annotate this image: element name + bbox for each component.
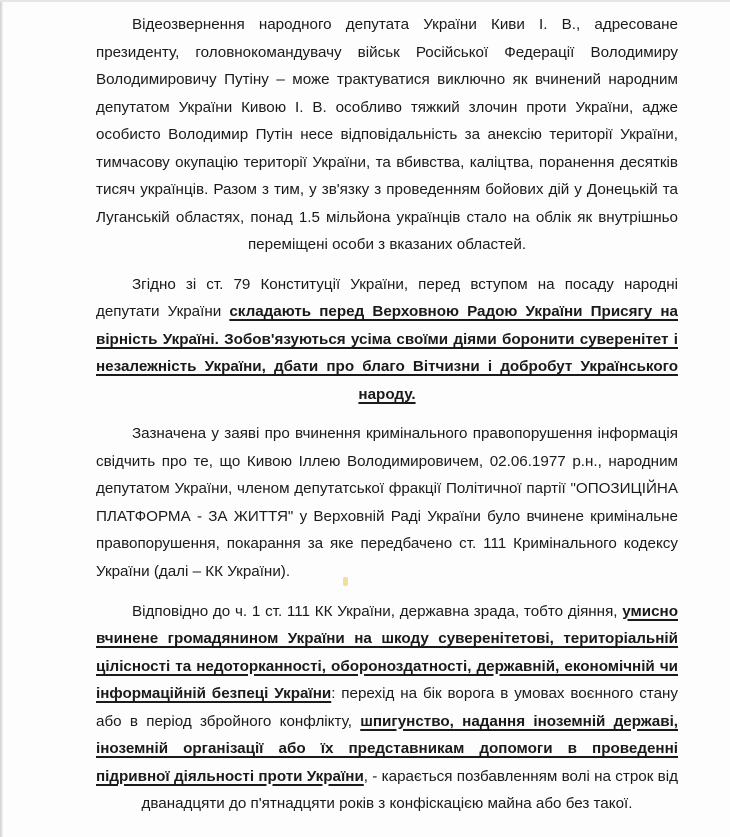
paragraph-constitution-oath [96, 271, 678, 409]
paragraph-video-appeal: Відеозвернення народного депутата України Киви І. В., адресоване президенту, головнокомандувачу військ Російської Федерації Володимиру Володимировичу Путіну – може трактуватися виключно як вчинений народним депутатом України Кивою І. В. особливо тяжкий злочин проти України, адже особисто Володимир Путін несе відповідальність за анексію території України, тимчасову окупацію території України, та вбивства, каліцтва, поранення десятків тисяч українців. Разом з тим, у зв'язку з проведенням бойових дій у Донецькій та Луганській областях, понад 1.5 мільйона українців стало на облік як внутрішньо переміщені особи з вказаних областей. [96, 16, 678, 253]
paragraph-criminal-offense: Зазначена у заяві про вчинення кримінального правопорушення інформація свідчить про те, що Кивою Іллею Володимировичем, 02.06.1977 р.н., народним депутатом України, членом депутатської фракції Політичної партії "ОПОЗИЦІЙНА ПЛАТФОРМА - ЗА ЖИТТЯ" у Верховній Раді України було вчинене кримінальне правопорушення, покарання за яке передбачено ст. 111 Кримінального кодексу України (далі – КК України). [96, 425, 678, 580]
page-left-edge-shadow [0, 0, 3, 837]
paragraph-article-111 [96, 598, 678, 818]
highlight-espionage: шпигунство, надання іноземній державі, іноземній організації або їх представникам допомоги в проведенні підривної діяльності проти України [96, 712, 679, 785]
paragraph-article-text-2: : перехід на бік ворога в умовах воєнного стану або в період збройного конфлікту, [96, 685, 678, 730]
highlight-oath-text: складають перед Верховною Радою України Присягу на вірність Україні. Зобов'язуються усіма своїми діями боронити суверенітет і незалежність України, дбати про благо Вітчизни і добробут Українського народу. [96, 303, 678, 403]
paragraph-article-text-1: Відповідно до ч. 1 ст. 111 КК України, державна зрада, тобто діяння, [132, 602, 623, 620]
paragraph-constitution-text: Згідно зі ст. 79 Конституції України, перед вступом на посаду народні депутати України [96, 275, 678, 321]
paragraph-article-text-3: , - карається позбавленням волі на строк від дванадцяти до п'ятнадцяти років з конфіскацією майна або без такої. [141, 767, 678, 813]
highlight-treason-definition: умисно вчинене громадянином України на шкоду суверенітетові, територіальній цілісності та недоторканності, обороноздатності, державній, економічній чи інформаційній безпеці України [96, 602, 678, 703]
page-top-edge [0, 0, 730, 2]
document-body [96, 11, 678, 830]
